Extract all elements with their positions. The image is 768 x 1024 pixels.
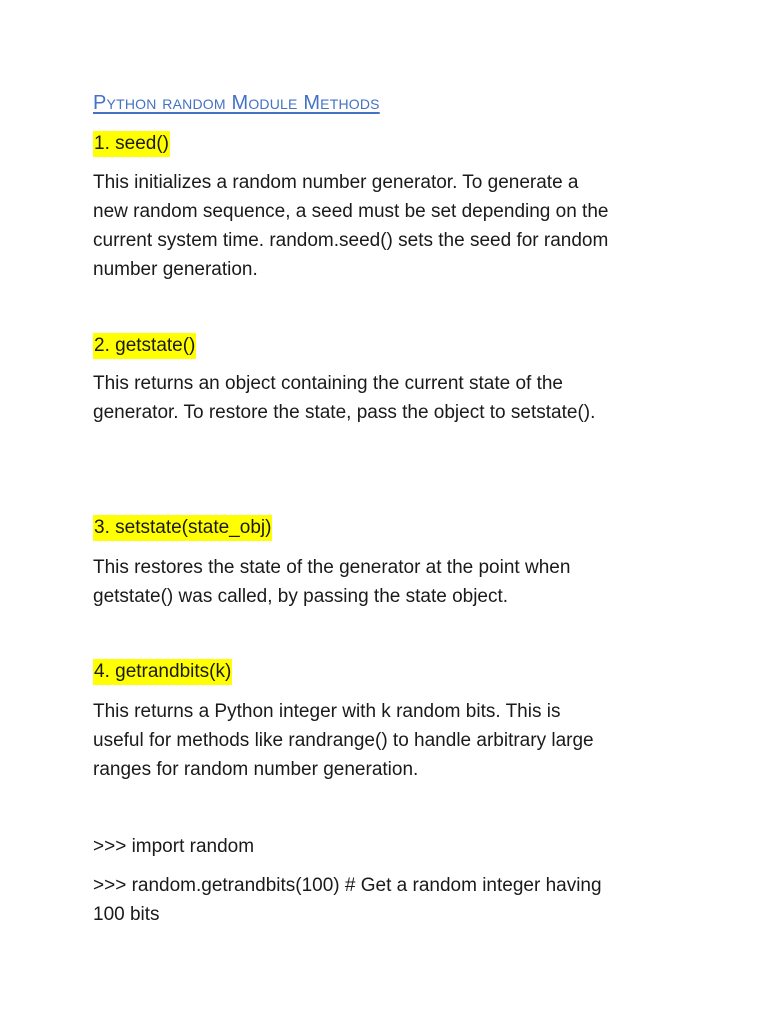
section-heading-getstate: 2. getstate() [93,333,196,359]
section-body-setstate [93,553,693,611]
code-line-getrandbits [93,871,602,929]
body-line: current system time. random.seed() sets the seed for random [93,230,609,251]
code-text: >>> import random [93,836,255,857]
section-heading-seed: 1. seed() [93,131,170,157]
body-line: ranges for random number generation. [93,759,419,780]
section-heading-setstate: 3. setstate(state_obj) [93,515,272,541]
section-body-getrandbits [93,697,693,784]
section-heading-getrandbits: 4. getrandbits(k) [93,659,232,685]
body-line: This returns an object containing the current state of the [93,373,563,394]
body-line: This restores the state of the generator at the point when [93,557,571,578]
page-title: Python random Module Methods [93,92,380,114]
body-line: This initializes a random number generator. To generate a [93,172,579,193]
body-line: generator. To restore the state, pass the object to setstate(). [93,402,596,423]
section-body-seed [93,168,693,284]
code-line-import [93,832,254,861]
code-text: >>> random.getrandbits(100) # Get a random integer having [93,875,602,896]
code-text: 100 bits [93,904,160,925]
body-line: number generation. [93,259,258,280]
section-body-getstate [93,369,693,427]
body-line: new random sequence, a seed must be set depending on the [93,201,609,222]
body-line: getstate() was called, by passing the state object. [93,586,509,607]
body-line: useful for methods like randrange() to handle arbitrary large [93,730,594,751]
body-line: This returns a Python integer with k random bits. This is [93,701,561,722]
